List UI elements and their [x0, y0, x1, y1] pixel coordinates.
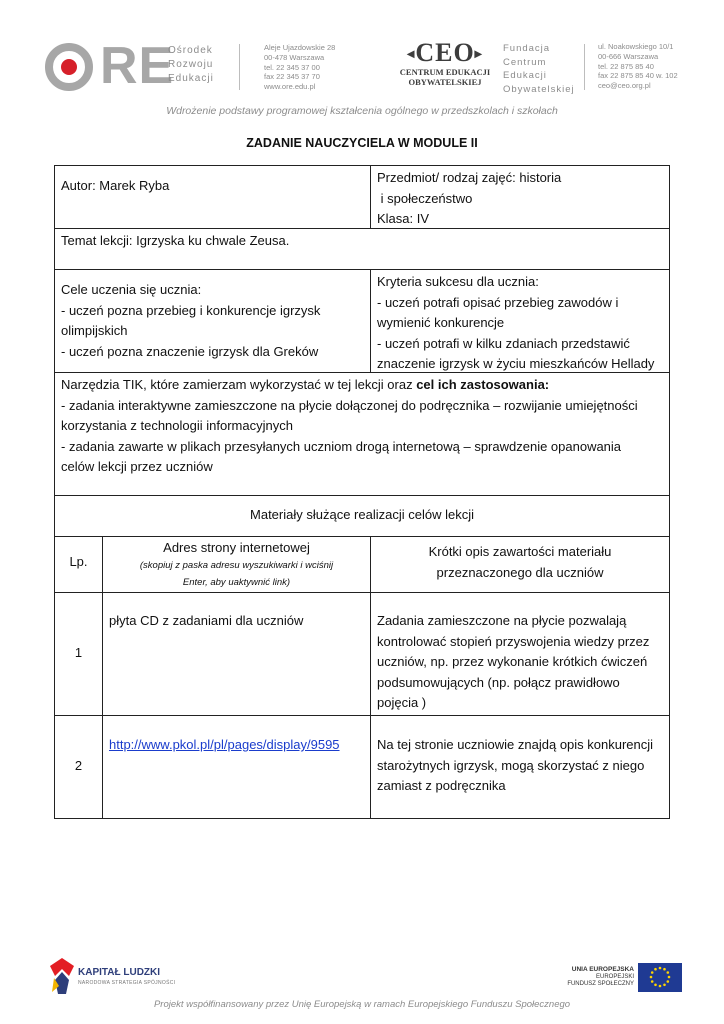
table-row-2-description: Na tej stronie uczniowie znajdą opis konkurencji starożytnych igrzysk, mogą skorzystać z niego zamiast z podręcznika [370, 715, 670, 819]
page-footer [0, 950, 724, 1024]
author-cell [54, 165, 371, 229]
column-header-description: Krótki opis zawartości materiału przeznaczonego dla uczniów [370, 536, 670, 593]
material-link[interactable]: http://www.pkol.pl/pl/pages/display/9595 [109, 737, 340, 752]
footer-note: Projekt współfinansowany przez Unię Europejską w ramach Europejskiego Funduszu Społecznego [153, 999, 571, 1010]
ore-name: Ośrodek Rozwoju Edukacji [168, 45, 214, 84]
ceo-address: ul. Noakowskiego 10/1 00-666 Warszawa tel. 22 875 85 40 fax 22 875 85 40 w. 102 ceo@ceo.org.pl [598, 42, 678, 91]
kapital-ludzki-logo-icon [50, 958, 74, 994]
materials-heading: Materiały służące realizacji celów lekcji [250, 507, 474, 522]
lesson-table [54, 165, 670, 819]
tik-cell: Narzędzia TIK, które zamierzam wykorzystać w tej lekcji oraz cel ich zastosowania: - zadania interaktywne zamieszczone na płycie dołączonej do podręcznika – rozwijanie umiejętności korzystania z technologii informacyjnych - zadania zawarte w plikach przesyłanych uczniom drogą internetową – sprawdzenie opanowania celów lekcji przez uczniów [54, 372, 670, 496]
criteria-cell: Kryteria sukcesu dla ucznia: - uczeń potrafi opisać przebieg zawodów i wymienić konkurencje - uczeń potrafi w kilku zdaniach przedstawić znaczenie igrzysk w życiu mieszkańców Hellady [370, 269, 670, 373]
eu-flag-icon [638, 963, 682, 992]
eu-label: UNIA EUROPEJSKA EUROPEJSKI FUNDUSZ SPOŁECZNY [567, 966, 634, 987]
lesson-topic: Temat lekcji: Igrzyska ku chwale Zeusa. [61, 233, 290, 248]
ore-address: Aleje Ujazdowskie 28 00-478 Warszawa tel. 22 345 37 00 fax 22 345 37 70 www.ore.edu.pl [264, 43, 336, 92]
header-divider [239, 44, 240, 90]
ore-logo-icon [44, 42, 98, 92]
table-row-1-description: Zadania zamieszczone na płycie pozwalają kontrolować stopień przyswojenia wiedzy przez uczniów, np. przez wykonanie krótkich ćwiczeń podsumowujących (np. połącz prawidłowo pojęcia ) [370, 592, 670, 716]
kapital-ludzki-subtitle: NARODOWA STRATEGIA SPÓJNOŚCI [78, 980, 176, 986]
page-header [0, 0, 724, 125]
header-divider [584, 44, 585, 90]
ceo-logo-text: ◂CEO▸ [407, 38, 483, 67]
column-header-address: Adres strony internetowej (skopiuj z paska adresu wyszukiwarki i wciśnij Enter, aby uaktywnić link) [102, 536, 371, 593]
subject-cell: Przedmiot/ rodzaj zajęć: historia i społeczeństwo Klasa: IV [370, 165, 670, 229]
author: Autor: Marek Ryba [61, 178, 170, 193]
goals-cell: Cele uczenia się ucznia: - uczeń pozna przebieg i konkurencje igrzysk olimpijskich - uczeń pozna znaczenie igrzysk dla Greków [54, 269, 371, 373]
ceo-name: Fundacja Centrum Edukacji Obywatelskiej [503, 43, 575, 95]
table-row-1-lp: 1 [54, 592, 103, 716]
kapital-ludzki-title: KAPITAŁ LUDZKI [78, 967, 161, 978]
header-tagline: Wdrożenie podstawy programowej kształcenia ogólnego w przedszkolach i szkołach [166, 105, 558, 117]
table-row-1-address: płyta CD z zadaniami dla uczniów [102, 592, 371, 716]
ore-logo-text: RE [100, 37, 175, 95]
document-title: ZADANIE NAUCZYCIELA W MODULE II [246, 136, 478, 150]
table-row-2-lp: 2 [54, 715, 103, 819]
materials-heading-cell [54, 495, 670, 537]
table-row-2-address [102, 715, 371, 819]
column-header-lp: Lp. [54, 536, 103, 593]
ceo-logo: ◂CEO▸ CENTRUM EDUKACJI OBYWATELSKIEJ [399, 38, 491, 88]
topic-cell [54, 228, 670, 270]
